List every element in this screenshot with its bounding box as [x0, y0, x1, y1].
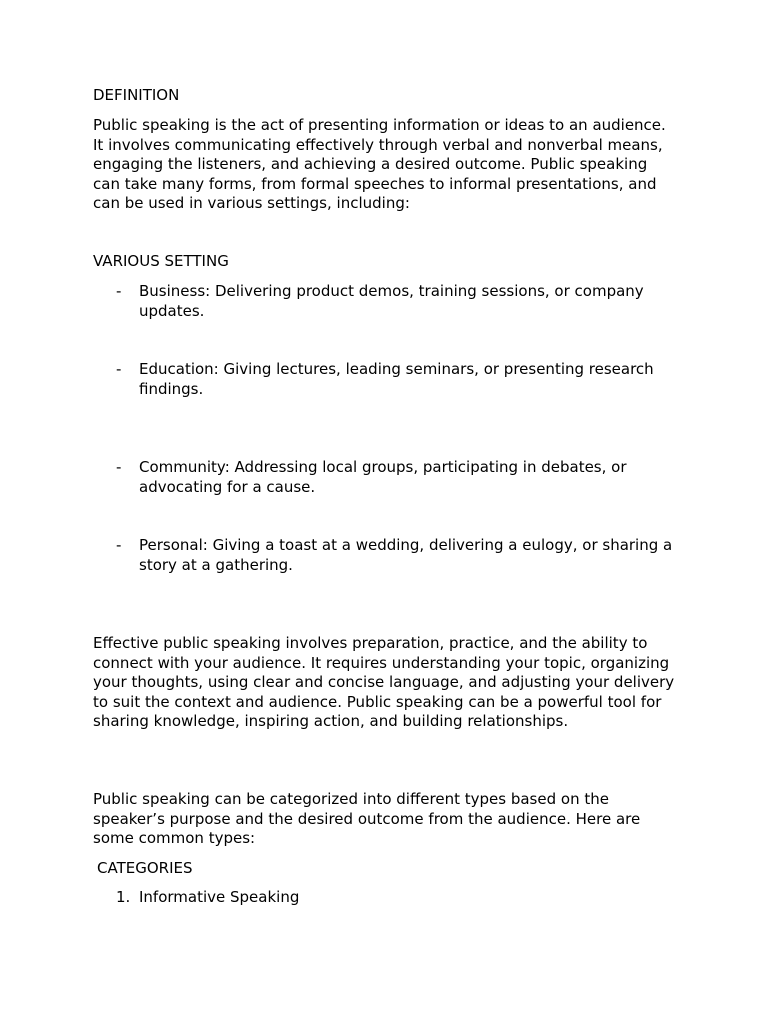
settings-item-text: Personal: Giving a toast at a wedding, delivering a eulogy, or sharing a story at a gathering.: [139, 536, 673, 574]
dash-bullet: -: [116, 360, 122, 378]
settings-list-item: [93, 282, 678, 321]
definition-heading: DEFINITION: [93, 86, 180, 104]
effective-speaking-paragraph: Effective public speaking involves preparation, practice, and the ability to connect with your audience. It requires understanding your topic, organizing your thoughts, using clear and concise language, and adjusting your delivery to suit the context and audience. Public speaking can be a powerful tool for sharing knowledge, inspiring action, and building relationships.: [93, 634, 675, 731]
settings-item-text: Education: Giving lectures, leading seminars, or presenting research findings.: [139, 360, 654, 398]
definition-paragraph: Public speaking is the act of presenting information or ideas to an audience. It involves communicating effectively through verbal and nonverbal means, engaging the listeners, and achieving a desired outcome. Public speaking can take many forms, from formal speeches to informal presentations, and can be used in various settings, including:: [93, 116, 666, 213]
settings-heading: VARIOUS SETTING: [93, 252, 229, 270]
settings-item-text: Community: Addressing local groups, participating in debates, or advocating for a cause.: [139, 458, 627, 496]
categories-list-item: [93, 888, 678, 908]
categories-item-text: Informative Speaking: [139, 888, 300, 906]
dash-bullet: -: [116, 282, 122, 300]
settings-list-item: [93, 360, 678, 399]
settings-item-text: Business: Delivering product demos, training sessions, or company updates.: [139, 282, 644, 320]
number-marker: 1.: [116, 888, 131, 906]
settings-list-item: [93, 458, 678, 497]
settings-list-item: [93, 536, 678, 575]
dash-bullet: -: [116, 458, 122, 476]
dash-bullet: -: [116, 536, 122, 554]
categories-heading: CATEGORIES: [97, 859, 193, 877]
categorized-paragraph: Public speaking can be categorized into different types based on the speaker’s purpose and the desired outcome from the audience. Here are some common types:: [93, 790, 641, 848]
